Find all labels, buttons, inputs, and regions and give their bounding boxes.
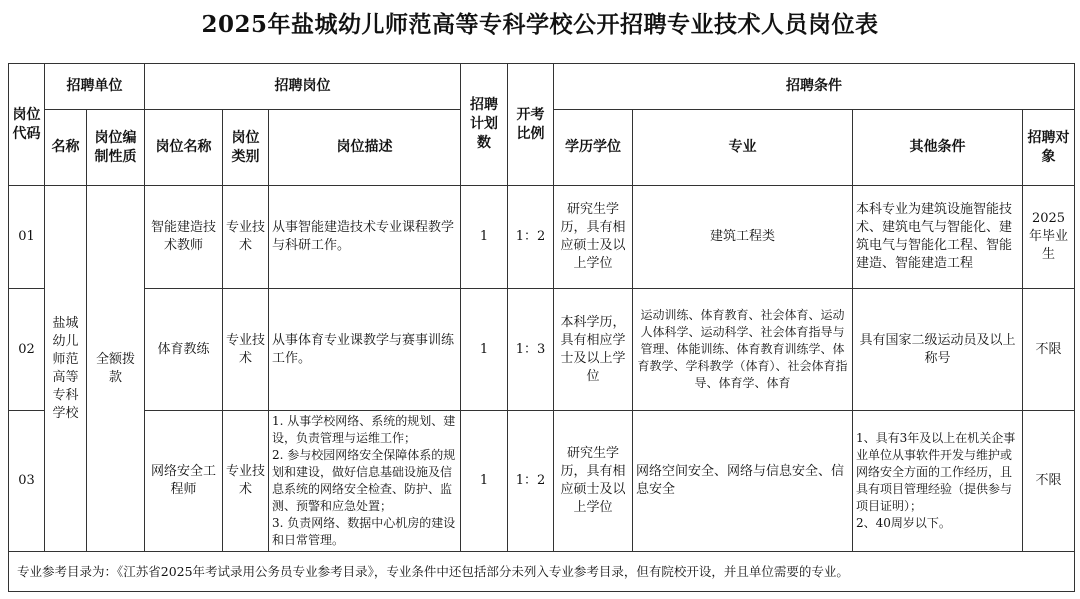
row-category: 专业技术 xyxy=(223,411,269,552)
header-major: 专业 xyxy=(633,110,853,186)
row-major: 网络空间安全、网络与信息安全、信息安全 xyxy=(633,411,853,552)
table-row xyxy=(9,289,1075,411)
header-unit: 招聘单位 xyxy=(45,64,145,110)
row-target: 不限 xyxy=(1023,411,1075,552)
row-desc: 从事智能建造技术专业课程教学与科研工作。 xyxy=(269,186,461,289)
row-target: 不限 xyxy=(1023,289,1075,411)
row-code: 02 xyxy=(9,289,45,411)
header-post-name: 岗位名称 xyxy=(145,110,223,186)
row-major: 建筑工程类 xyxy=(633,186,853,289)
footnote: 专业参考目录为：《江苏省2025年考试录用公务员专业参考目录》，专业条件中还包括部分未列入专业参考目录，但有院校开设，并且单位需要的专业。 xyxy=(9,552,1075,592)
header-post: 招聘岗位 xyxy=(145,64,461,110)
header-ratio: 开考比例 xyxy=(508,64,554,186)
row-other: 具有国家二级运动员及以上称号 xyxy=(853,289,1023,411)
row-code: 01 xyxy=(9,186,45,289)
header-degree: 学历学位 xyxy=(554,110,633,186)
header-unit-name: 名称 xyxy=(45,110,87,186)
row-ratio: 1：3 xyxy=(508,289,554,411)
unit-type: 全额拨款 xyxy=(87,186,145,552)
header-conditions: 招聘条件 xyxy=(554,64,1075,110)
table-row xyxy=(9,411,1075,552)
row-plan: 1 xyxy=(461,186,508,289)
table-row xyxy=(9,186,1075,289)
header-post-desc: 岗位描述 xyxy=(269,110,461,186)
page-title: 2025年盐城幼儿师范高等专科学校公开招聘专业技术人员岗位表 xyxy=(201,11,879,38)
row-degree: 研究生学历，具有相应硕士及以上学位 xyxy=(554,411,633,552)
header-post-category: 岗位类别 xyxy=(223,110,269,186)
row-category: 专业技术 xyxy=(223,289,269,411)
row-ratio: 1：2 xyxy=(508,411,554,552)
row-category: 专业技术 xyxy=(223,186,269,289)
row-plan: 1 xyxy=(461,289,508,411)
row-major: 运动训练、体育教育、社会体育、运动人体科学、运动科学、社会体育指导与管理、体能训练、体育教育训练学、体育教学、学科教学（体育）、社会体育指导、体育学、体育 xyxy=(633,289,853,411)
header-target: 招聘对象 xyxy=(1023,110,1075,186)
row-desc: 1. 从事学校网络、系统的规划、建设，负责管理与运维工作； 2. 参与校园网络安全保障体系的规划和建设，做好信息基础设施及信息系统的网络安全检查、防护、监测、预警和应急处置； 3. 负责网络、数据中心机房的建设和日常管理。 xyxy=(269,411,461,552)
row-post-name: 体育教练 xyxy=(145,289,223,411)
unit-name: 盐城幼儿师范高等专科学校 xyxy=(45,186,87,552)
row-other: 本科专业为建筑设施智能技术、建筑电气与智能化、建筑电气与智能化工程、智能建造、智能建造工程 xyxy=(853,186,1023,289)
row-code: 03 xyxy=(9,411,45,552)
row-post-name: 网络安全工程师 xyxy=(145,411,223,552)
row-ratio: 1：2 xyxy=(508,186,554,289)
row-desc: 从事体育专业课教学与赛事训练工作。 xyxy=(269,289,461,411)
row-other: 1、具有3年及以上在机关企事业单位从事软件开发与维护或网络安全方面的工作经历，且具有项目管理经验（提供参与项目证明）； 2、40周岁以下。 xyxy=(853,411,1023,552)
header-unit-type: 岗位编制性质 xyxy=(87,110,145,186)
header-plan: 招聘计划数 xyxy=(461,64,508,186)
row-target: 2025年毕业生 xyxy=(1023,186,1075,289)
header-code: 岗位代码 xyxy=(9,64,45,186)
row-plan: 1 xyxy=(461,411,508,552)
row-post-name: 智能建造技术教师 xyxy=(145,186,223,289)
positions-table xyxy=(8,63,1075,592)
header-other: 其他条件 xyxy=(853,110,1023,186)
row-degree: 本科学历，具有相应学士及以上学位 xyxy=(554,289,633,411)
row-degree: 研究生学历，具有相应硕士及以上学位 xyxy=(554,186,633,289)
